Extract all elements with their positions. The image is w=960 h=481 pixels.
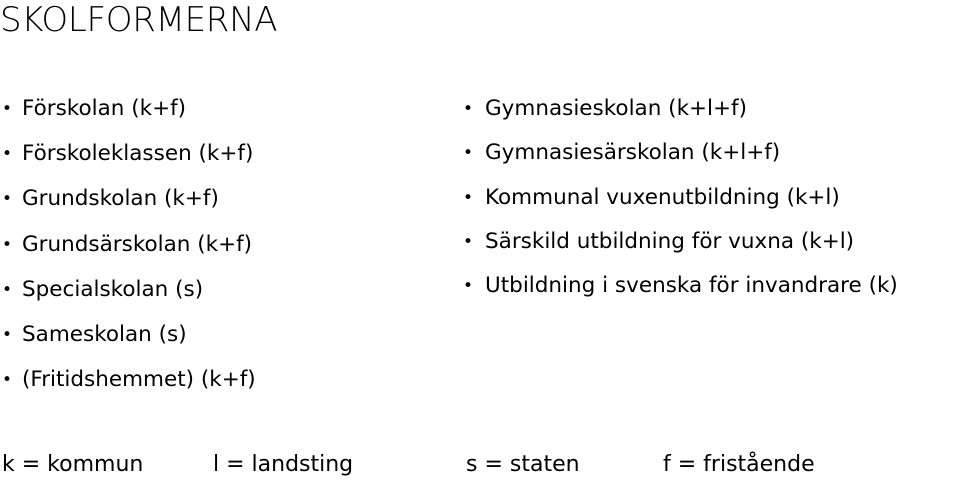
list-item: [2, 365, 256, 410]
bullet-icon: •: [2, 279, 13, 300]
list-item: [463, 138, 898, 182]
legend-staten: s = staten: [466, 452, 580, 477]
list-item: [2, 94, 256, 139]
bullet-icon: •: [2, 324, 13, 345]
school-forms-list-right: [463, 94, 898, 315]
list-item-label: Särskild utbildning för vuxna (k+l): [485, 228, 855, 254]
bullet-icon: •: [2, 370, 13, 391]
list-item-label: Grundskolan (k+f): [22, 186, 219, 212]
list-item-label: (Fritidshemmet) (k+f): [22, 367, 256, 393]
bullet-icon: •: [463, 276, 474, 297]
list-item: [463, 271, 898, 315]
list-item-label: Sameskolan (s): [22, 321, 187, 347]
list-item: [2, 320, 256, 365]
bullet-icon: •: [2, 234, 13, 255]
list-item-label: Grundsärskolan (k+f): [22, 231, 253, 257]
list-item: [2, 139, 256, 184]
bullet-icon: •: [463, 99, 474, 119]
list-item: [2, 275, 256, 320]
list-item: [2, 230, 256, 275]
bullet-icon: •: [463, 231, 474, 252]
bullet-icon: •: [2, 189, 13, 210]
school-forms-list-left: [2, 94, 256, 410]
list-item: [463, 94, 898, 138]
bullet-icon: •: [2, 99, 13, 119]
page-title: SKOLFORMERNA: [0, 0, 278, 40]
list-item-label: Gymnasiesärskolan (k+l+f): [485, 140, 781, 166]
bullet-icon: •: [463, 143, 474, 164]
bullet-icon: •: [2, 144, 13, 165]
list-item-label: Gymnasieskolan (k+l+f): [485, 96, 747, 121]
list-item-label: Kommunal vuxenutbildning (k+l): [485, 184, 840, 210]
list-item-label: Förskoleklassen (k+f): [22, 141, 254, 167]
legend-fristaende: f = fristående: [663, 452, 815, 477]
list-item: [2, 184, 256, 229]
bullet-icon: •: [463, 187, 474, 208]
legend-kommun: k = kommun: [2, 452, 144, 477]
list-item: [463, 227, 898, 271]
legend-landsting: l = landsting: [213, 452, 354, 477]
list-item-label: Förskolan (k+f): [22, 96, 187, 121]
list-item-label: Specialskolan (s): [22, 276, 204, 302]
list-item-label: Utbildning i svenska för invandrare (k): [485, 273, 898, 299]
list-item: [463, 183, 898, 227]
